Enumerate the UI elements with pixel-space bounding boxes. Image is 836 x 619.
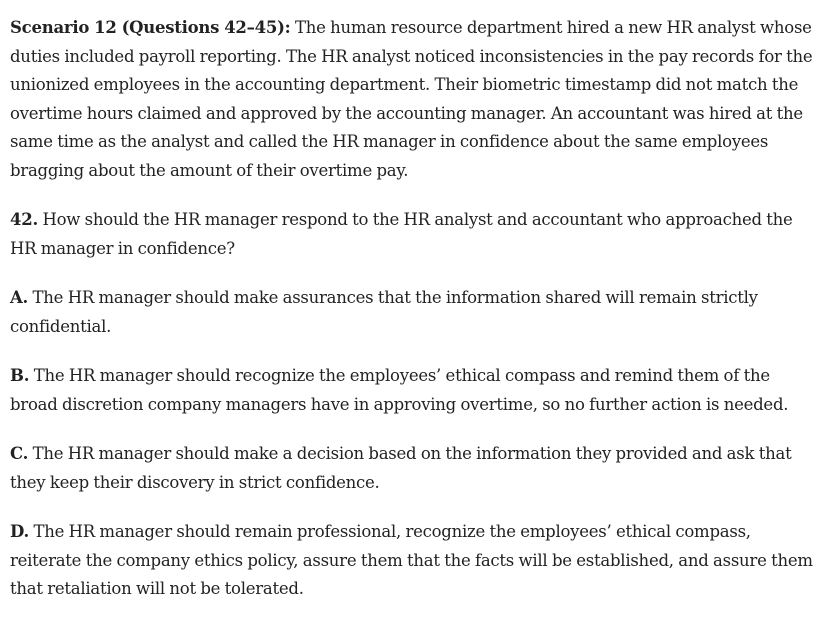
option-c-text: The HR manager should make a decision based on the information they provided and ask that they keep their discovery in strict confidence. <box>10 444 792 492</box>
option-a-text: The HR manager should make assurances that the information shared will remain strictly confidential. <box>10 288 758 336</box>
option-b-letter: B. <box>10 366 30 385</box>
option-a-letter: A. <box>10 288 29 307</box>
question-42 <box>10 206 816 263</box>
question-text: How should the HR manager respond to the HR analyst and accountant who approached the HR manager in confidence? <box>10 210 793 258</box>
scenario-heading: Scenario 12 (Questions 42–45): <box>10 18 291 37</box>
option-b <box>10 362 816 419</box>
option-c <box>10 440 816 497</box>
option-c-letter: C. <box>10 444 29 463</box>
option-b-text: The HR manager should recognize the employees’ ethical compass and remind them of the broad discretion company managers have in approving overtime, so no further action is needed. <box>10 366 789 414</box>
option-a <box>10 284 816 341</box>
option-d-text: The HR manager should remain professional, recognize the employees’ ethical compass, reiterate the company ethics policy, assure them that the facts will be established, and assure them that retaliation will not be tolerated. <box>10 522 813 598</box>
question-number: 42. <box>10 210 38 229</box>
option-d <box>10 518 816 604</box>
scenario-text: The human resource department hired a new HR analyst whose duties included payroll reporting. The HR analyst noticed inconsistencies in the pay records for the unionized employees in the accounting department. Their biometric timestamp did not match the overtime hours claimed and approved by the accounting manager. An accountant was hired at the same time as the analyst and called the HR manager in confidence about the same employees bragging about the amount of their overtime pay. <box>10 18 813 180</box>
scenario-paragraph <box>10 14 816 185</box>
option-d-letter: D. <box>10 522 29 541</box>
document-page <box>10 14 816 604</box>
